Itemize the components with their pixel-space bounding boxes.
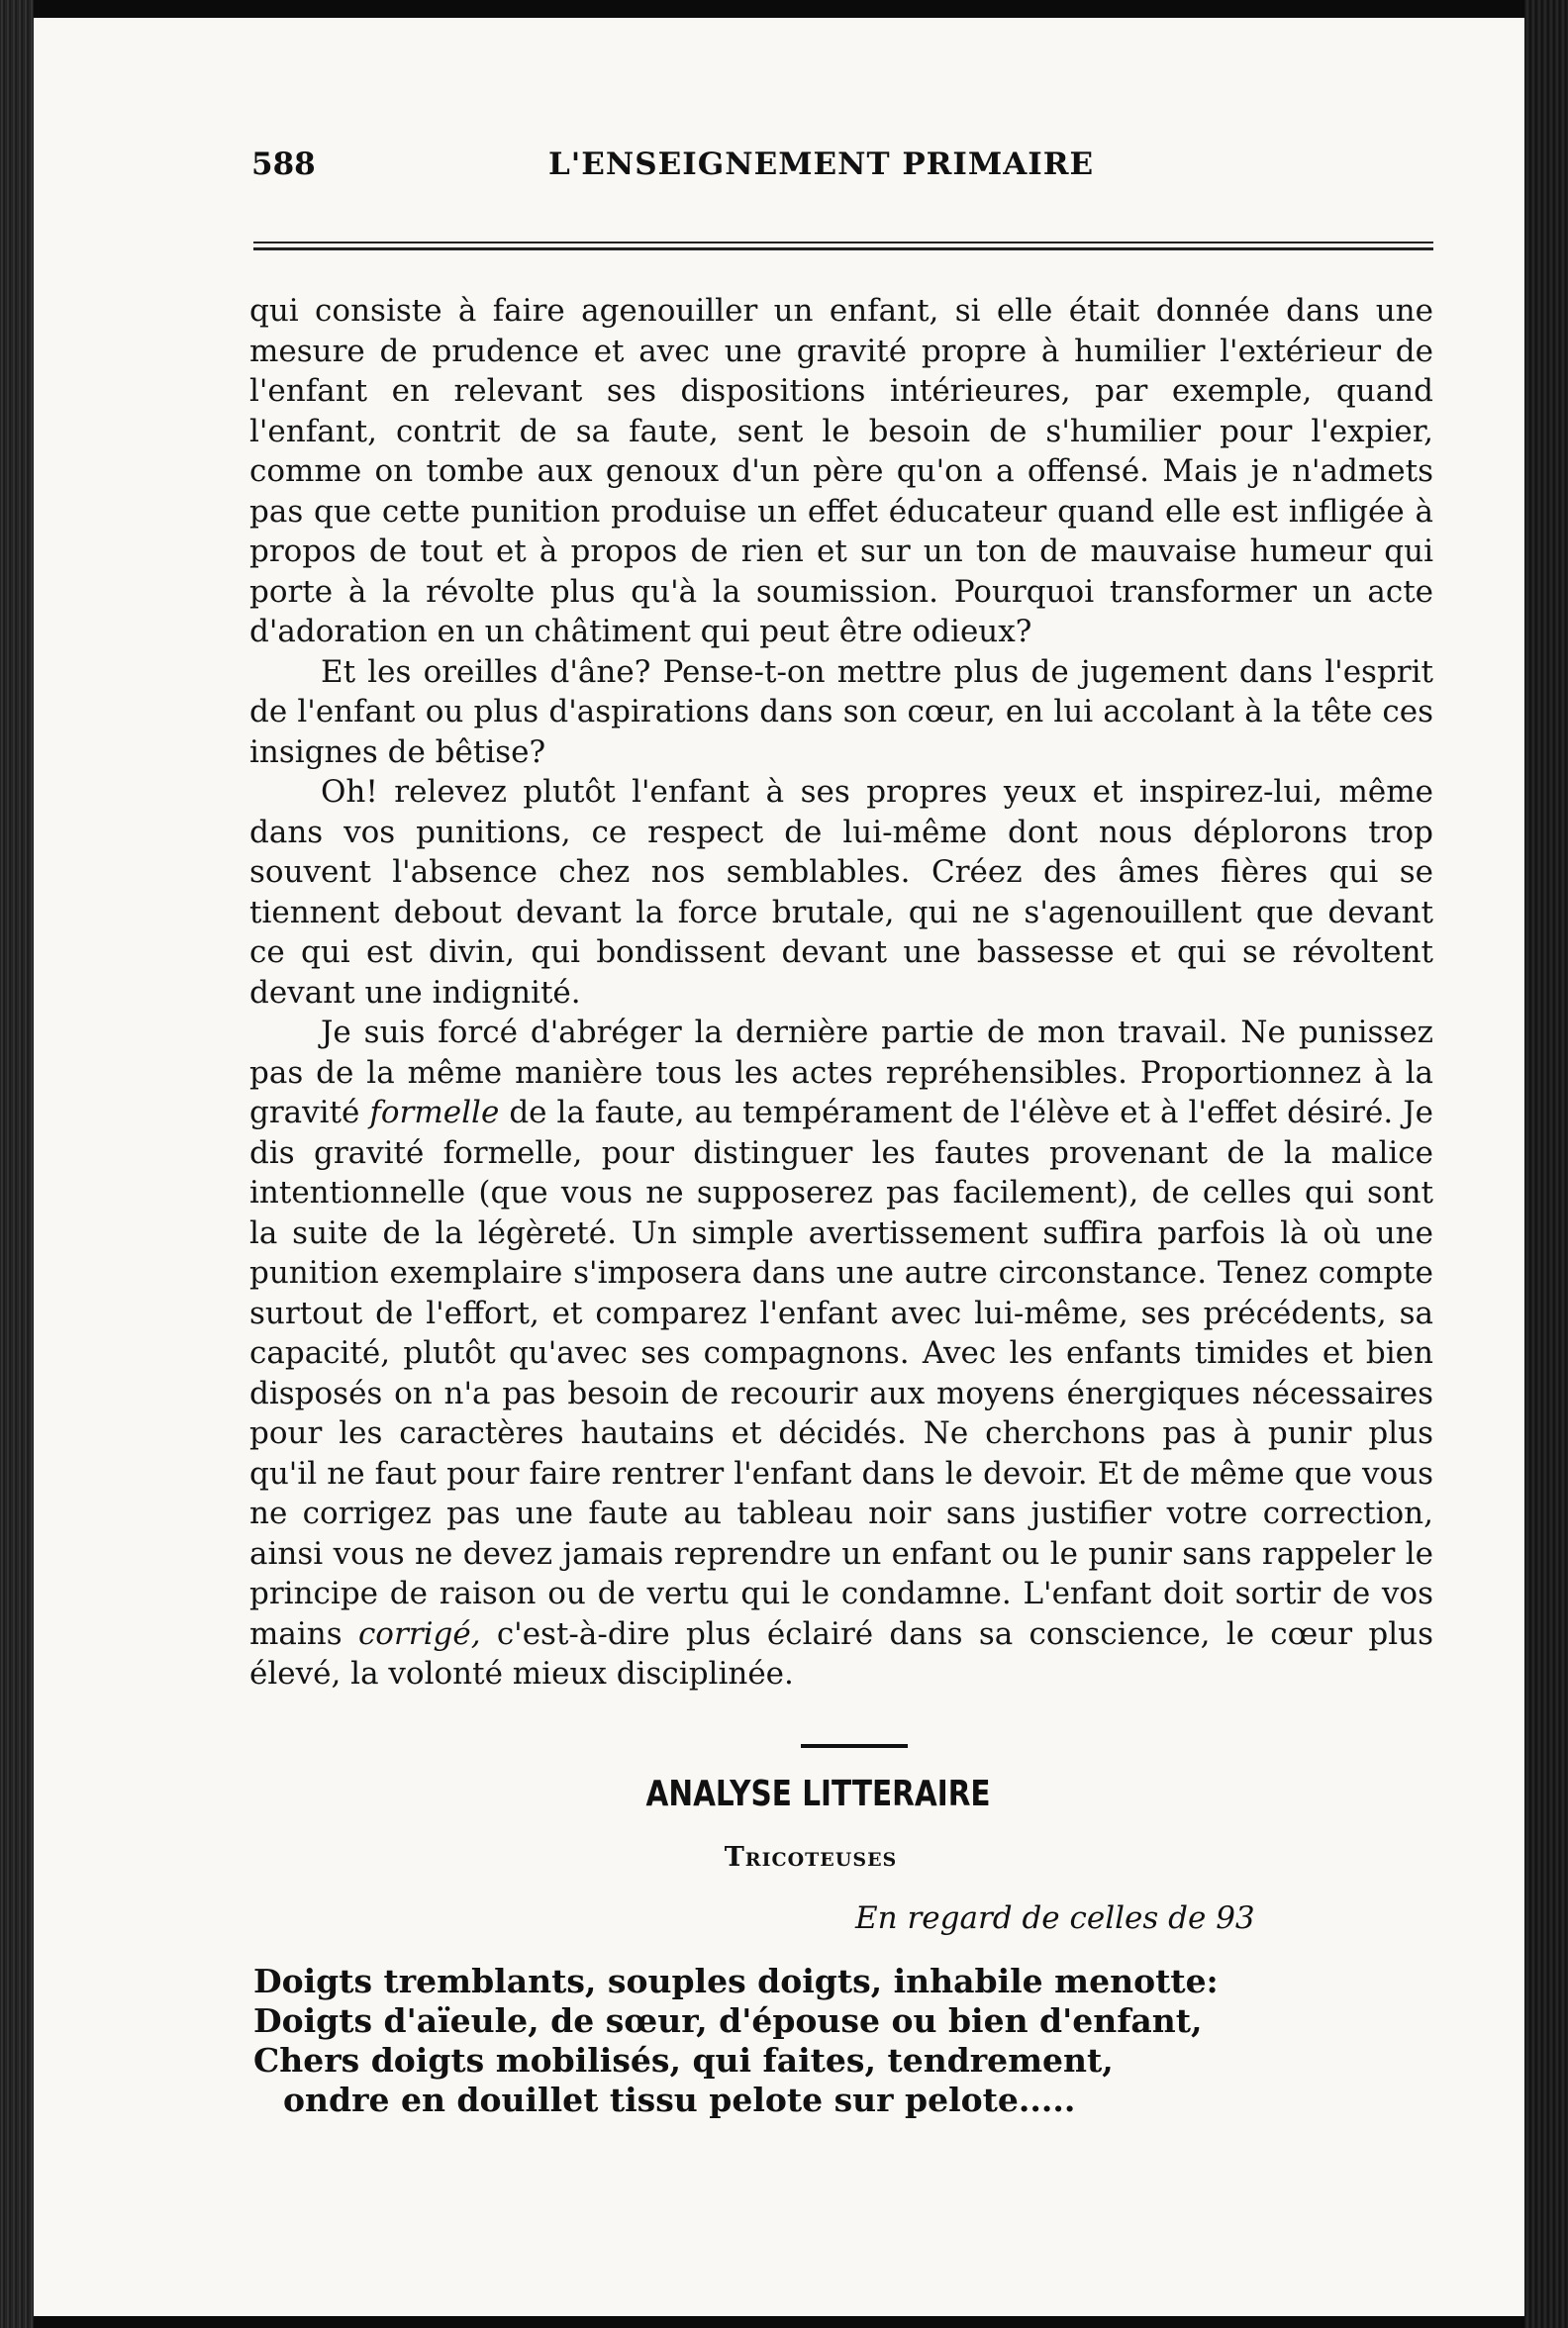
section-subtitle: Tricoteuses — [724, 1842, 898, 1873]
section-title: ANALYSE LITTERAIRE — [645, 1774, 991, 1814]
page-number: 588 — [251, 146, 316, 182]
italic-word: corrigé, — [357, 1615, 481, 1652]
running-title: L'ENSEIGNEMENT PRIMAIRE — [548, 146, 1095, 182]
paragraph-text: Je suis forcé d'abréger la dernière partie de mon travail. Ne punissez pas de la même manière tous les actes repréhensibles. Proportionnez à la gravité — [249, 1015, 1433, 1130]
paragraph: Oh! relevez plutôt l'enfant à ses propres yeux et inspirez-lui, même dans vos punitions, ce respect de lui-même dont nous déplorons trop souvent l'absence chez nos semblables. Créez des âmes fières qui se tiennent debout devant la force brutale, qui ne s'agenouillent que devant ce qui est divin, qui bondissent devant une bassesse et qui se révoltent devant une indignité. — [249, 774, 1433, 1011]
italic-word: formelle — [369, 1095, 500, 1130]
article-body — [249, 291, 1433, 1695]
poem-line: ondre en douillet tissu pelote sur pelote..... — [283, 2081, 1076, 2119]
paragraph: qui consiste à faire agenouiller un enfant, si elle était donnée dans une mesure de prudence et avec une gravité propre à humilier l'extérieur de l'enfant en relevant ses dispositions intérieures, par exemple, quand l'enfant, contrit de sa faute, sent le besoin de s'humilier pour l'expier, comme on tombe aux genoux d'un père qu'on a offensé. Mais je n'admets pas que cette punition produise un effet éducateur quand elle est infligée à propos de tout et à propos de rien et sur un ton de mauvaise humeur qui porte à la révolte plus qu'à la soumission. Pourquoi transformer un acte d'adoration en un châtiment qui peut être odieux? — [249, 293, 1433, 649]
paragraph-text: c'est-à-dire plus éclairé dans sa conscience, le cœur plus élevé, la volonté mieux disciplinée. — [249, 1615, 1433, 1692]
book-edge-left — [0, 0, 34, 2328]
header-double-rule — [253, 242, 1433, 250]
poem-line: Chers doigts mobilisés, qui faites, tendrement, — [253, 2041, 1114, 2080]
poem-line: Doigts d'aïeule, de sœur, d'épouse ou bien d'enfant, — [253, 2001, 1203, 2040]
poem-line: Doigts tremblants, souples doigts, inhabile menotte: — [253, 1962, 1219, 2000]
section-separator — [801, 1744, 908, 1748]
paragraph — [249, 1013, 1433, 1695]
page-header — [251, 146, 1469, 194]
epigraph: En regard de celles de 93 — [855, 1900, 1255, 1936]
poem — [253, 1962, 1392, 2120]
paragraph: Et les oreilles d'âne? Pense-t-on mettre plus de jugement dans l'esprit de l'enfant ou plus d'aspirations dans son cœur, en lui accolant à la tête ces insignes de bêtise? — [249, 653, 1433, 770]
book-edge-right — [1524, 0, 1568, 2328]
book-page — [34, 18, 1524, 2316]
paragraph-text: de la faute, au tempérament de l'élève et à l'effet désiré. Je dis gravité formelle, pour distinguer les fautes provenant de la malice intentionnelle (que vous ne supposerez pas facilement), de celles qui sont la suite de la légèreté. Un simple avertissement suffira parfois là où une punition exemplaire s'imposera dans une autre circonstance. Tenez compte surtout de l'effort, et comparez l'enfant avec lui-même, ses précédents, sa capacité, plutôt qu'avec ses compagnons. Avec les enfants timides et bien disposés on n'a pas besoin de recourir aux moyens énergiques nécessaires pour les caractères hautains et décidés. Ne cherchons pas à punir plus qu'il ne faut pour faire rentrer l'enfant dans le devoir. Et de même que vous ne corrigez pas une faute au tableau noir sans justifier votre correction, ainsi vous ne devez jamais reprendre un enfant ou le punir sans rappeler le principe de raison ou de vertu qui le condamne. L'enfant doit sortir de vos mains — [249, 1095, 1433, 1652]
